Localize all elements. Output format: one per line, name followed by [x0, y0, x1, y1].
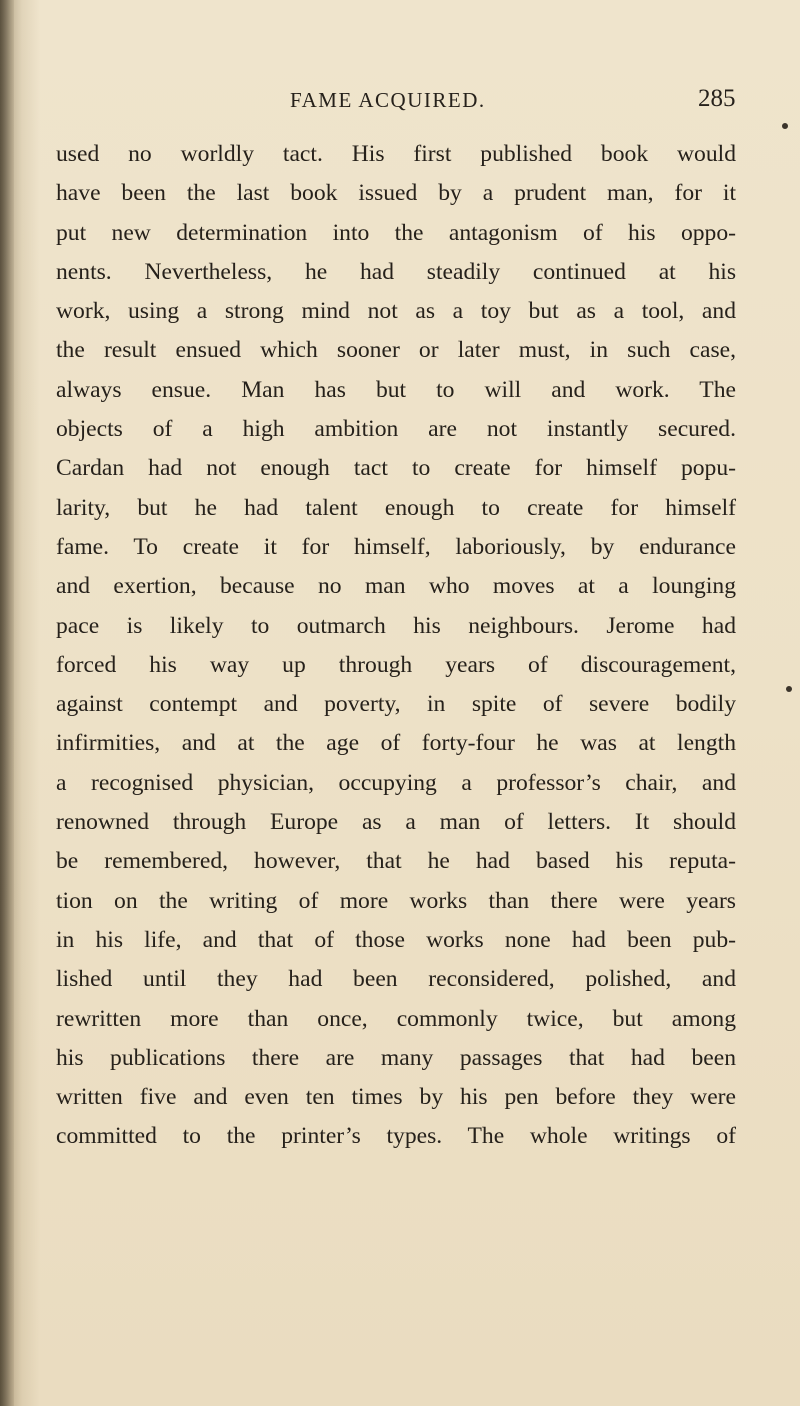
- margin-speck: [782, 123, 788, 129]
- text-line: infirmities, and at the age of forty-four he was at length: [56, 730, 736, 757]
- text-line: the result ensued which sooner or later must, in such case,: [56, 337, 736, 364]
- text-line: lished until they had been reconsidered, polished, and: [56, 966, 736, 993]
- text-line: nents. Nevertheless, he had steadily continued at his: [56, 258, 736, 285]
- running-header: [0, 85, 800, 118]
- text-line: always ensue. Man has but to will and work. The: [56, 376, 736, 403]
- running-title: FAME ACQUIRED.: [290, 88, 486, 112]
- text-line: be remembered, however, that he had based his reputa-: [56, 848, 736, 875]
- page-binding-shadow: [0, 0, 14, 1406]
- margin-speck: [786, 686, 792, 692]
- body-text: [56, 135, 736, 1157]
- page-number: 285: [698, 85, 736, 112]
- text-line: renowned through Europe as a man of letters. It should: [56, 809, 736, 836]
- text-line: fame. To create it for himself, laboriously, by endurance: [56, 533, 736, 560]
- text-line: written five and even ten times by his pen before they were: [56, 1084, 736, 1111]
- text-line: committed to the printer’s types. The whole writings of: [56, 1123, 736, 1150]
- text-line: objects of a high ambition are not instantly secured.: [56, 416, 736, 443]
- text-line: work, using a strong mind not as a toy but as a tool, and: [56, 298, 736, 325]
- text-line: tion on the writing of more works than there were years: [56, 887, 736, 914]
- text-line: larity, but he had talent enough to create for himself: [56, 494, 736, 521]
- text-line: pace is likely to outmarch his neighbours. Jerome had: [56, 612, 736, 639]
- text-line: put new determination into the antagonism of his oppo-: [56, 219, 736, 246]
- text-line: a recognised physician, occupying a professor’s chair, and: [56, 769, 736, 796]
- text-line: Cardan had not enough tact to create for himself popu-: [56, 455, 736, 482]
- text-line: against contempt and poverty, in spite of severe bodily: [56, 691, 736, 718]
- text-line: his publications there are many passages that had been: [56, 1044, 736, 1071]
- text-line: and exertion, because no man who moves at a lounging: [56, 573, 736, 600]
- text-line: in his life, and that of those works none had been pub-: [56, 926, 736, 953]
- text-line: forced his way up through years of discouragement,: [56, 651, 736, 678]
- text-line: have been the last book issued by a prudent man, for it: [56, 180, 736, 207]
- text-line: rewritten more than once, commonly twice, but among: [56, 1005, 736, 1032]
- text-line: used no worldly tact. His first published book would: [56, 141, 736, 167]
